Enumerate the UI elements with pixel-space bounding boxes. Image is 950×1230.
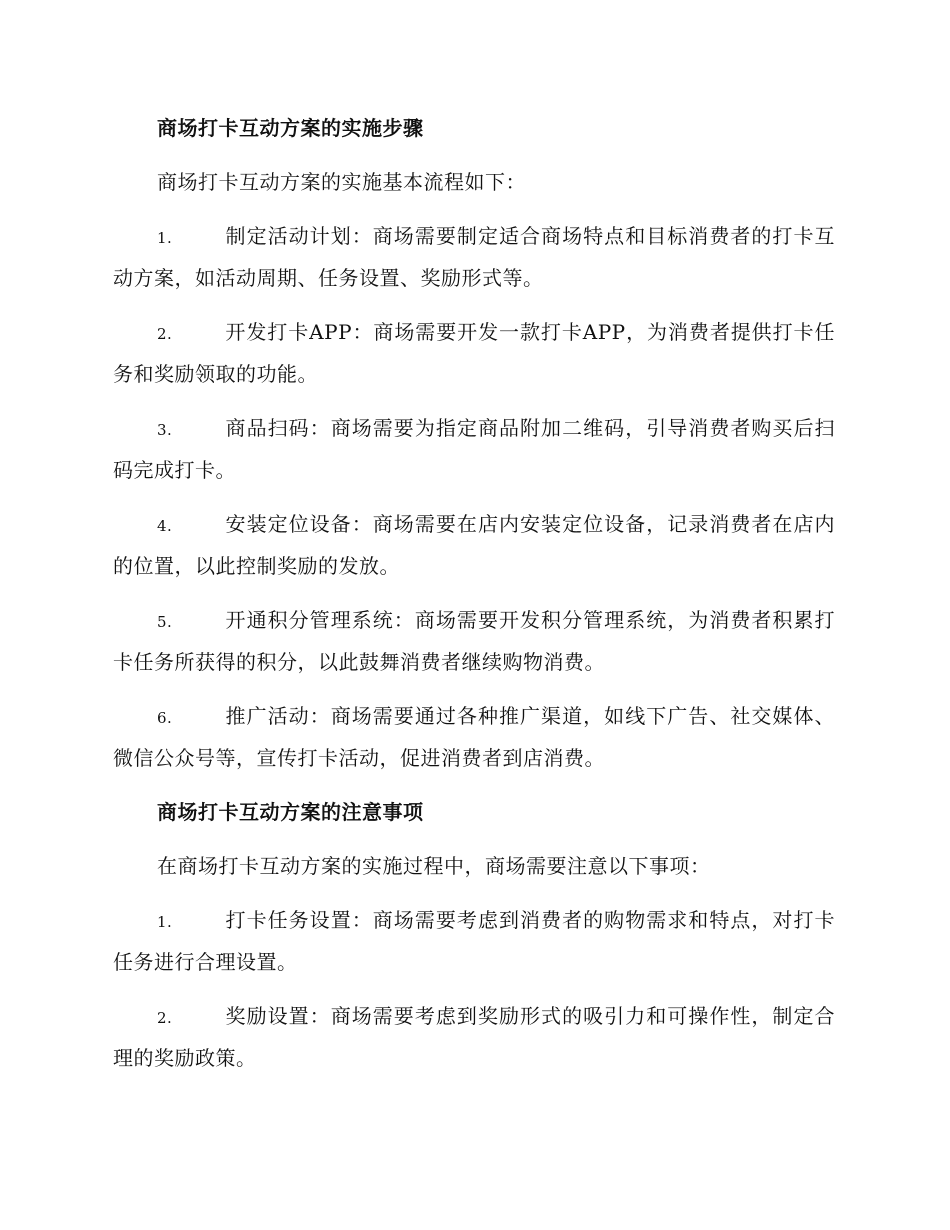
list-item-text: 奖励设置：商场需要考虑到奖励形式的吸引力和可操作性，制定合理的奖励政策。 — [113, 1004, 835, 1070]
section-intro-implementation: 商场打卡互动方案的实施基本流程如下： — [157, 170, 526, 194]
list-item — [113, 996, 835, 1078]
section-heading-implementation: 商场打卡互动方案的实施步骤 — [157, 116, 424, 140]
list-item-number: 4. — [157, 517, 173, 535]
list-item-text: 商品扫码：商场需要为指定商品附加二维码，引导消费者购买后扫码完成打卡。 — [113, 416, 835, 482]
section-intro-precautions: 在商场打卡互动方案的实施过程中，商场需要注意以下事项： — [157, 854, 711, 878]
list-item — [113, 312, 835, 394]
list-item-text: 开通积分管理系统：商场需要开发积分管理系统，为消费者积累打卡任务所获得的积分，以此鼓舞消费者继续购物消费。 — [113, 608, 835, 674]
list-item — [113, 504, 835, 586]
list-item-number: 1. — [157, 913, 173, 931]
list-item — [113, 696, 835, 778]
list-item-text: 制定活动计划：商场需要制定适合商场特点和目标消费者的打卡互动方案，如活动周期、任务设置、奖励形式等。 — [113, 224, 835, 290]
list-item-text: 打卡任务设置：商场需要考虑到消费者的购物需求和特点，对打卡任务进行合理设置。 — [113, 908, 835, 974]
list-item — [113, 216, 835, 298]
list-item-text: 推广活动：商场需要通过各种推广渠道，如线下广告、社交媒体、微信公众号等，宣传打卡活动，促进消费者到店消费。 — [113, 704, 835, 770]
list-item — [113, 408, 835, 490]
list-item-text: 开发打卡APP：商场需要开发一款打卡APP，为消费者提供打卡任务和奖励领取的功能。 — [113, 320, 835, 386]
list-item-number: 1. — [157, 229, 173, 247]
list-item-number: 5. — [157, 613, 173, 631]
list-item — [113, 600, 835, 682]
list-item — [113, 900, 835, 982]
list-item-number: 2. — [157, 1009, 173, 1027]
list-item-number: 2. — [157, 325, 173, 343]
list-item-number: 6. — [157, 709, 173, 727]
list-item-text: 安装定位设备：商场需要在店内安装定位设备，记录消费者在店内的位置，以此控制奖励的发放。 — [113, 512, 835, 578]
document-content — [113, 108, 835, 1092]
section-heading-precautions: 商场打卡互动方案的注意事项 — [157, 800, 424, 824]
list-item-number: 3. — [157, 421, 173, 439]
